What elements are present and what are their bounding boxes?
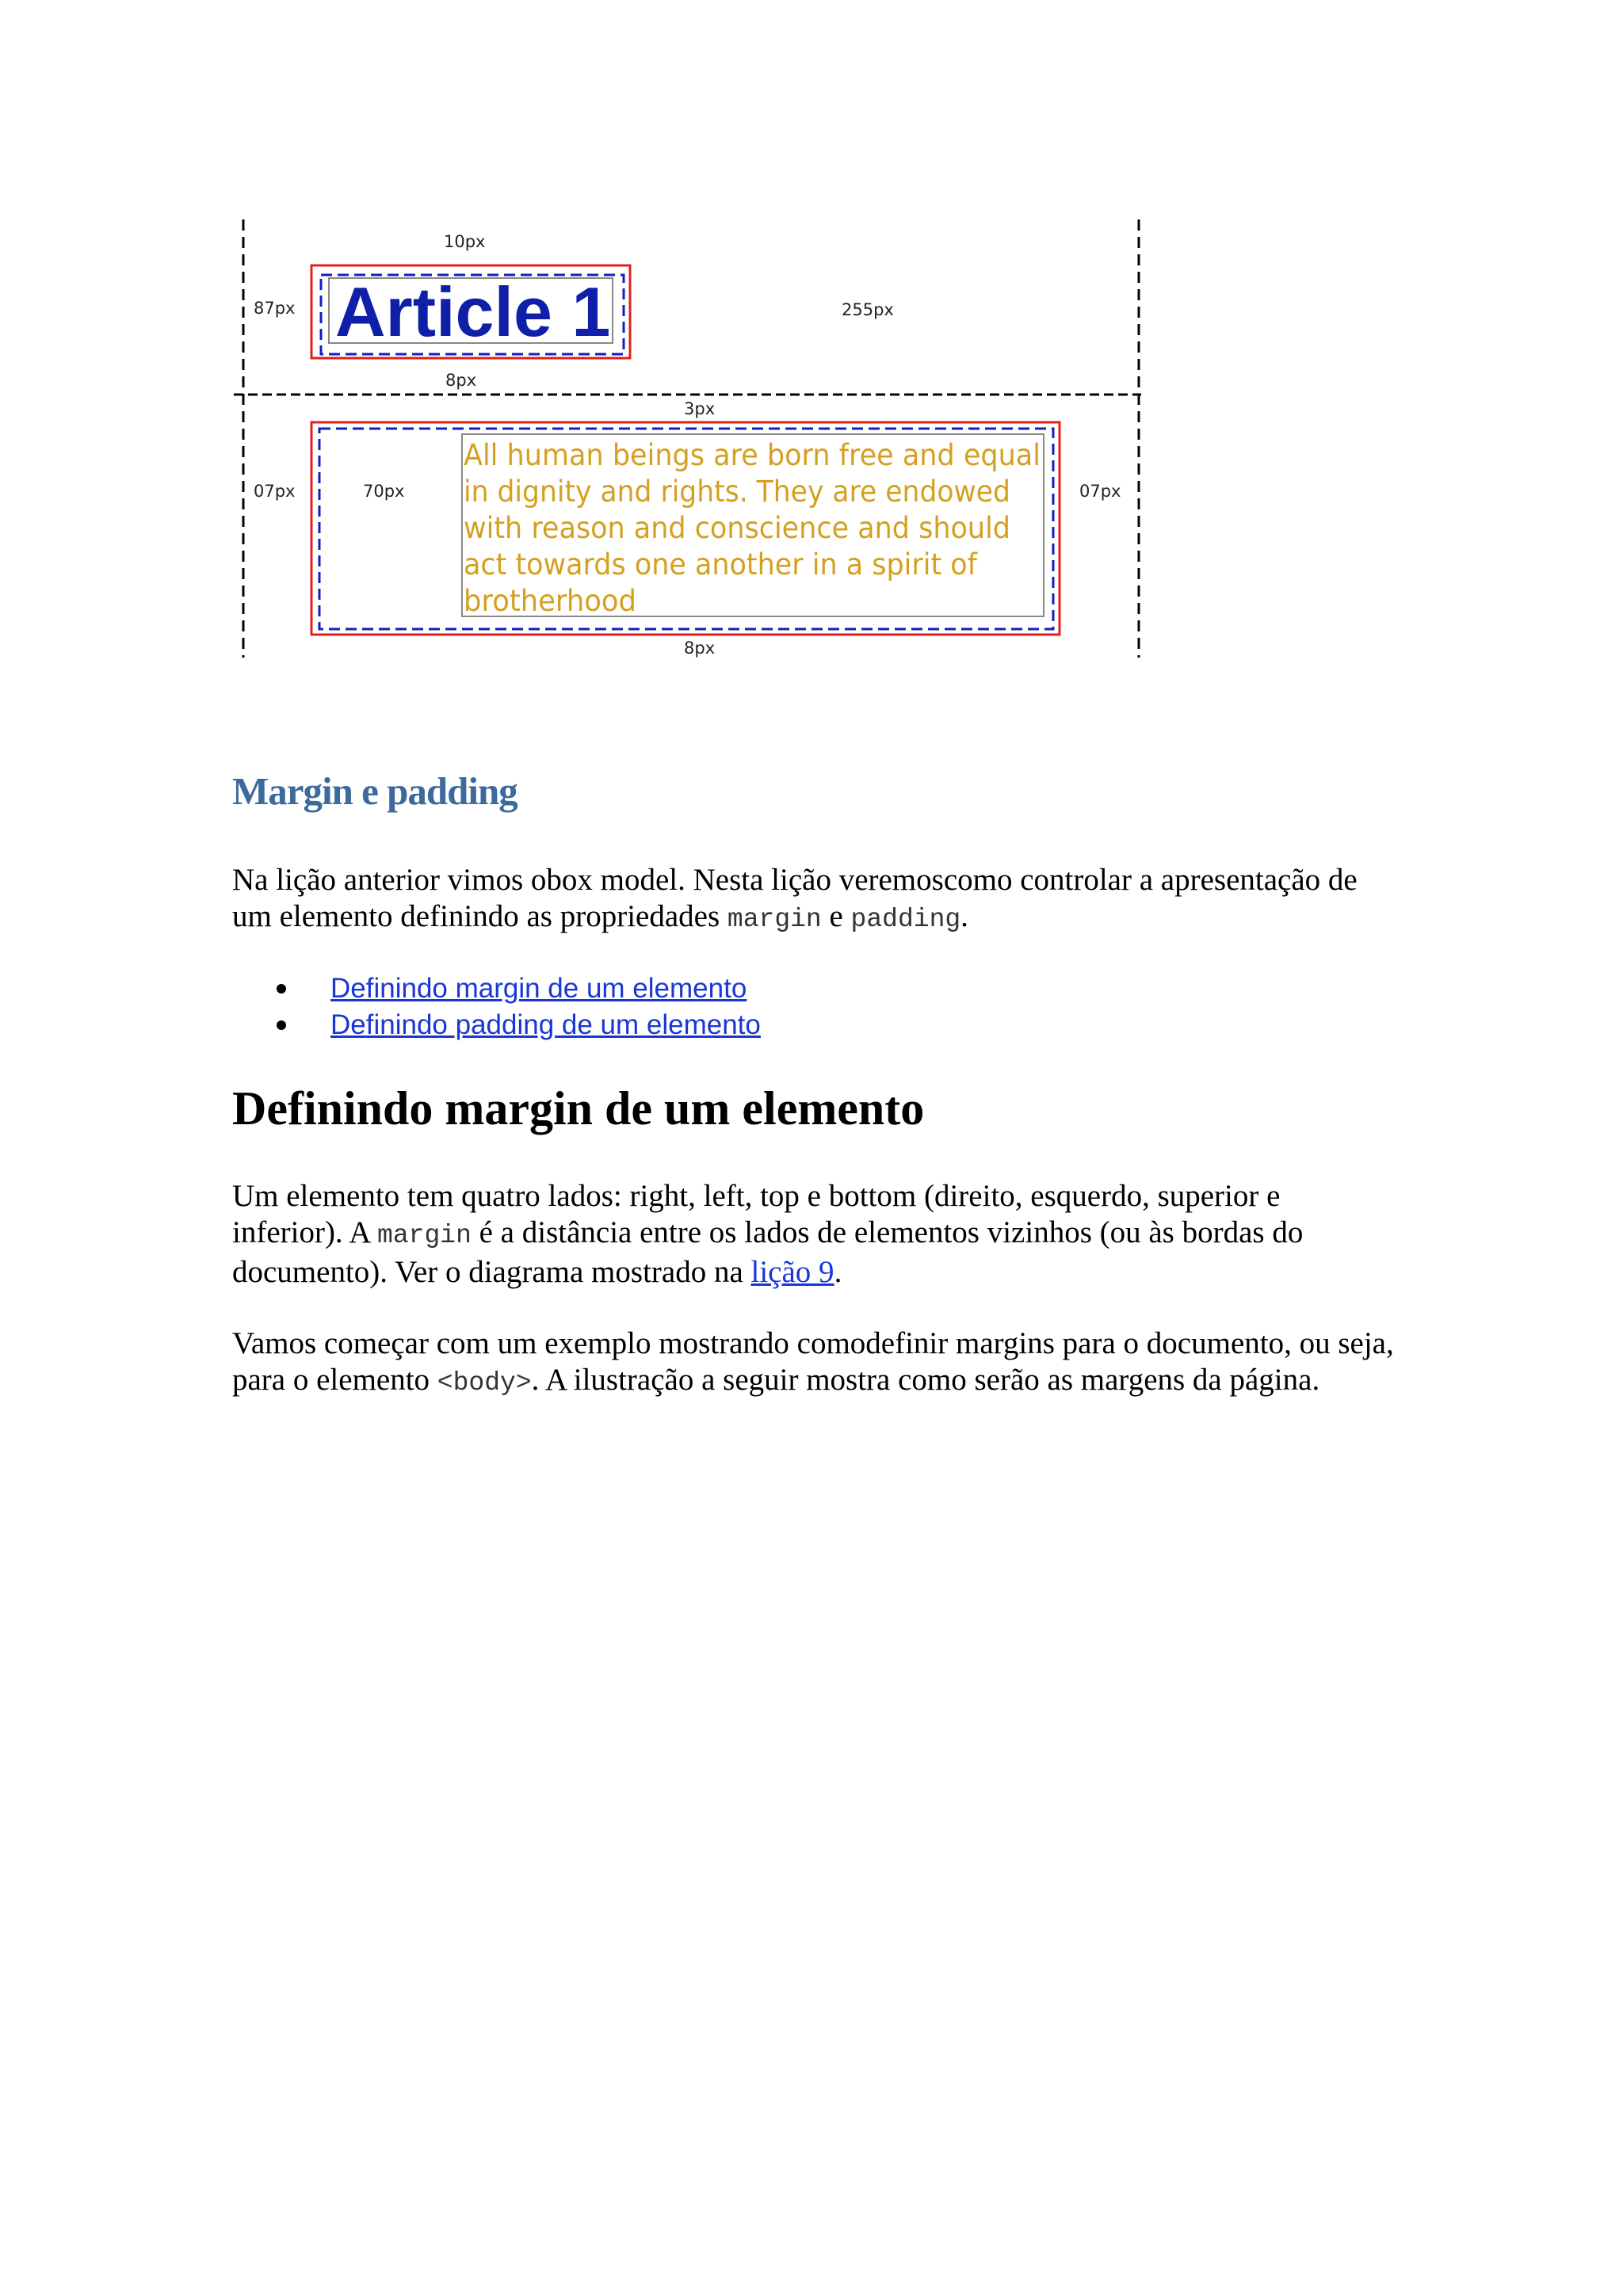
intro-text-3: . [960,899,968,933]
p1-text-3: . [834,1255,842,1289]
article-heading: Definindo margin de um elemento [232,1082,925,1135]
label-left-padding: 70px [363,482,405,501]
body-line-2: in dignity and rights. They are endowed [464,475,1010,509]
p2-text-1: Vamos começar com um exemplo mostrando comodefinir margins para o documento, ou seja, para o elemento [232,1326,1394,1397]
body-line-4: act towards one another in a spirit of [464,547,978,582]
code-margin: margin [727,905,822,934]
p1-text-2: é a distância entre os lados de elementos vizinhos (ou às bordas do documento). Ver o diagrama mostrado na [232,1215,1304,1289]
code-margin-2: margin [377,1221,472,1250]
code-padding: padding [850,905,961,934]
bullet-icon [277,1020,286,1030]
label-gap-bottom-top: 8px [445,371,477,390]
label-left-margin-bottom: 07px [254,482,296,501]
paragraph-2 [232,1325,1397,1402]
box-model-diagram [230,218,1149,662]
label-right-margin-bottom: 07px [1079,482,1121,501]
toc-link-padding[interactable]: Definindo padding de um elemento [330,1009,761,1040]
toc-link-margin[interactable]: Definindo margin de um elemento [330,973,747,1004]
code-body: <body> [437,1368,532,1398]
bullet-icon [277,984,286,994]
p1-text-1: Um elemento tem quatro lados: right, left, top e bottom (direito, esquerdo, superior e inferior). A [232,1179,1281,1249]
intro-paragraph [232,862,1397,938]
article-title: Article 1 [335,273,611,351]
label-top-margin: 10px [444,232,486,251]
label-left-margin-top: 87px [254,299,296,318]
paragraph-1 [232,1178,1397,1291]
body-line-3: with reason and conscience and should [464,511,1010,545]
lesson-9-link[interactable]: lição 9 [750,1255,834,1289]
intro-text-1: Na lição anterior vimos obox model. Nesta lição veremoscomo controlar a apresentação de um elemento definindo as propriedades [232,863,1358,933]
intro-text-2: e [821,899,851,933]
body-line-1: All human beings are born free and equal [464,438,1041,472]
label-bottom: 8px [684,639,716,658]
label-right-gap-top: 255px [842,300,894,319]
p2-text-2: . A ilustração a seguir mostra como serão as margens da página. [531,1363,1320,1397]
section-title: Margin e padding [232,769,517,813]
body-line-5: brotherhood [464,584,636,618]
label-middle: 3px [684,399,716,418]
